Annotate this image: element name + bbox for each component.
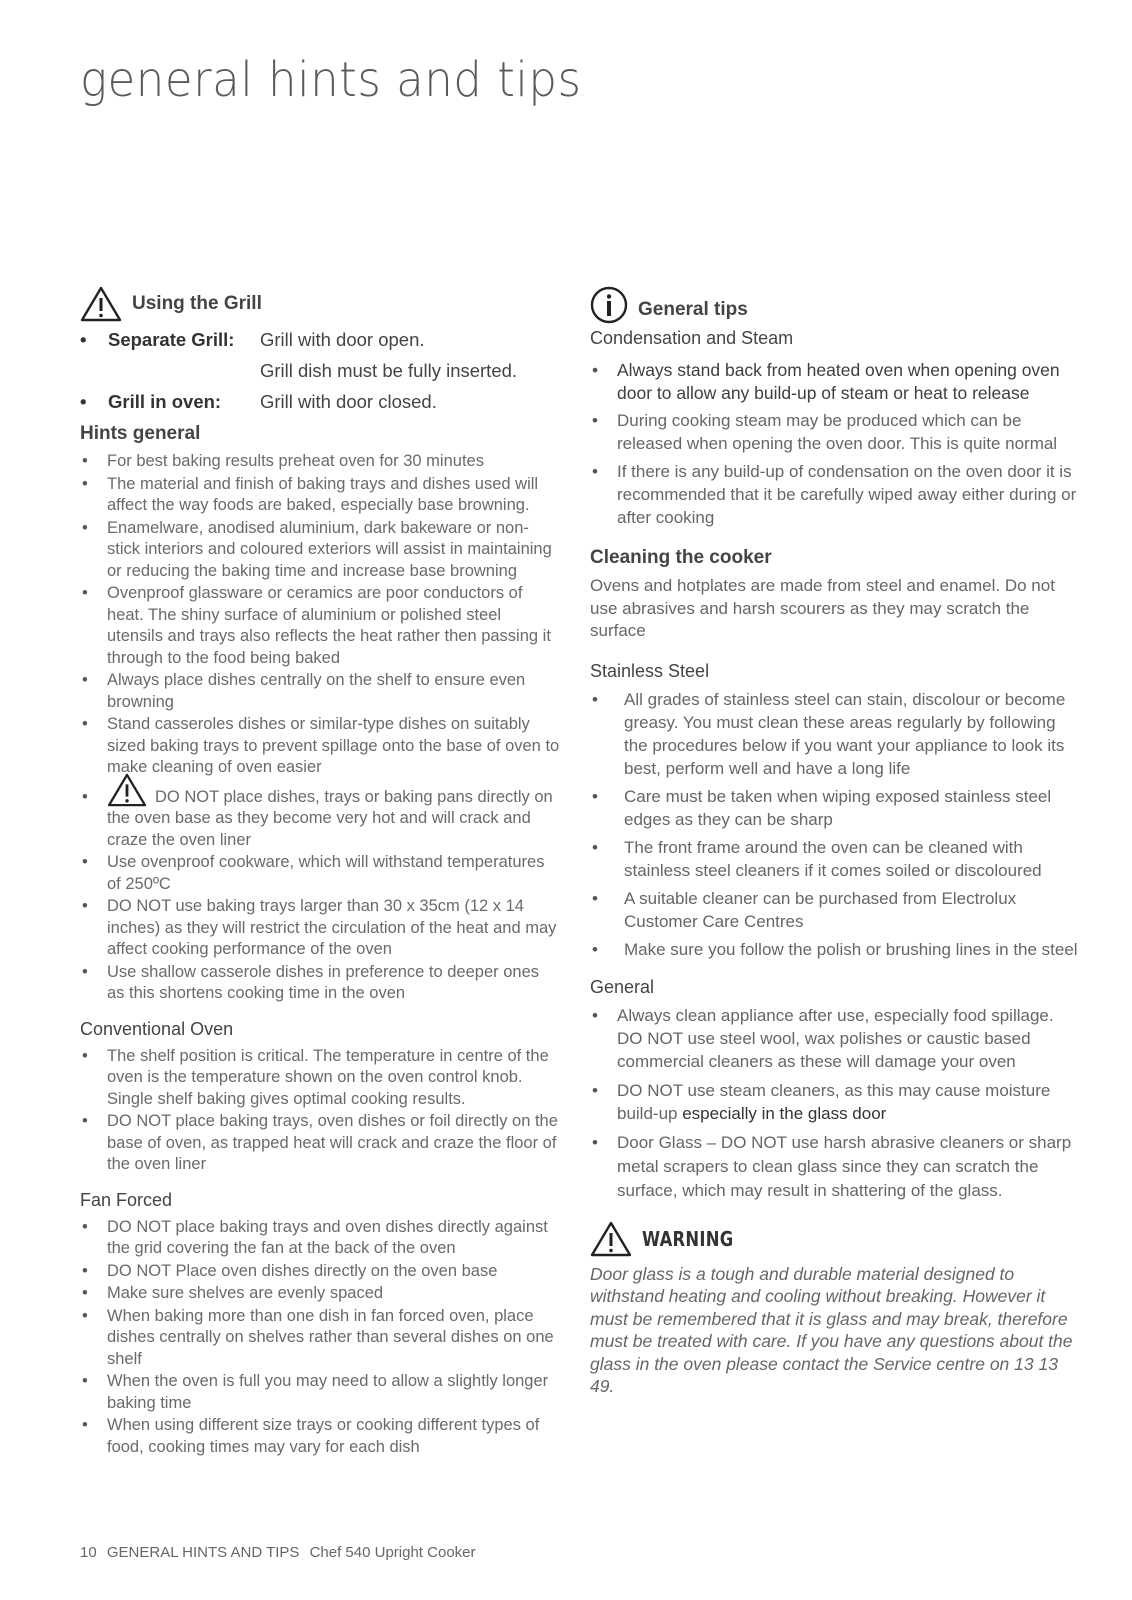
grill-row xyxy=(80,355,560,386)
list-item: • During cooking steam may be produced which can be released when opening the oven door. This is quite normal xyxy=(590,409,1080,455)
stainless-steel-list xyxy=(590,688,1080,961)
grill-label xyxy=(108,355,260,386)
bullet: • xyxy=(80,329,87,350)
list-item: • The front frame around the oven can be cleaned with stainless steel cleaners if it comes soiled or discoloured xyxy=(590,836,1080,882)
list-item: • Make sure shelves are evenly spaced xyxy=(80,1283,560,1305)
grill-label: Separate Grill: xyxy=(108,329,235,350)
hints-list xyxy=(80,451,560,1005)
general-heading: General xyxy=(590,976,655,997)
grill-text: Grill with door closed. xyxy=(260,391,437,412)
warning-item-text: DO NOT place dishes, trays or baking pans directly on the oven base as they become very hot and will crack and craze the oven liner xyxy=(107,787,553,849)
info-icon xyxy=(590,286,628,324)
list-item: • DO NOT use baking trays larger than 30 x 35cm (12 x 14 inches) as they will restrict the circulation of the heat and may affect cooking performance of the oven xyxy=(80,896,560,961)
list-item: • Always stand back from heated oven when opening oven door to allow any build-up of steam or heat to release xyxy=(590,359,1080,404)
warning-triangle-icon xyxy=(80,286,122,322)
list-item: • When the oven is full you may need to allow a slightly longer baking time xyxy=(80,1371,560,1414)
left-column xyxy=(80,286,560,1459)
stainless-steel-heading: Stainless Steel xyxy=(590,660,710,681)
list-item: • All grades of stainless steel can stain, discolour or become greasy. You must clean these areas regularly by following the procedures below if you want your appliance to look its best, perform well and have a long life xyxy=(590,688,1080,780)
footer-section: GENERAL HINTS AND TIPS xyxy=(106,1544,300,1561)
general-list xyxy=(590,1004,1080,1203)
warning-heading-row xyxy=(590,1221,1080,1257)
list-item: • If there is any build-up of condensation on the oven door it is recommended that it be carefully wiped away either during or after cooking xyxy=(590,460,1080,529)
list-item: • Enamelware, anodised aluminium, dark bakeware or non-stick interiors and coloured exteriors will assist in maintaining or reducing the baking time and increase base browning xyxy=(80,518,560,583)
warning-triangle-icon xyxy=(590,1221,632,1257)
list-item-text: DO NOT use steam cleaners, as this may cause moisture build-up xyxy=(617,1080,1051,1123)
list-item: • Door Glass – DO NOT use harsh abrasive cleaners or sharp metal scrapers to clean glass since they can scratch the surface, which may result in shattering of the glass. xyxy=(590,1131,1080,1203)
page-footer xyxy=(80,1544,482,1561)
list-item: • When baking more than one dish in fan forced oven, place dishes centrally on shelves rather than several dishes on one shelf xyxy=(80,1306,560,1371)
warning-heading: WARNING xyxy=(642,1226,734,1251)
conventional-oven-list xyxy=(80,1046,560,1176)
cleaning-heading: Cleaning the cooker xyxy=(590,547,772,568)
general-tips-heading: General tips xyxy=(638,299,748,320)
grill-heading: Using the Grill xyxy=(132,293,262,314)
list-item: • Use ovenproof cookware, which will withstand temperatures of 250ºC xyxy=(80,852,560,895)
list-item: • Always clean appliance after use, especially food spillage. DO NOT use steel wool, wax polishes or caustic based commercial cleaners as these will damage your oven xyxy=(590,1004,1080,1073)
list-item: • Stand casseroles dishes or similar-type dishes on suitably sized baking trays to prevent spillage onto the base of oven to make cleaning of oven easier xyxy=(80,714,560,779)
bullet: • xyxy=(80,391,87,412)
list-item: • Use shallow casserole dishes in preference to deeper ones as this shortens cooking time in the oven xyxy=(80,962,560,1005)
list-item-emphasis: especially in the glass door xyxy=(682,1103,887,1123)
warning-text: Door glass is a tough and durable material designed to withstand heating and cooling without breaking. However it must be remembered that it is glass and may break, therefore must be treated with care. If you have any questions about the glass in the oven please contact the Service centre on 13 13 49. xyxy=(590,1263,1073,1396)
list-item: • A suitable cleaner can be purchased from Electrolux Customer Care Centres xyxy=(590,887,1080,933)
bullet xyxy=(80,355,108,386)
fan-forced-list xyxy=(80,1217,560,1459)
grill-row xyxy=(80,324,560,355)
list-item: • DO NOT place baking trays, oven dishes or foil directly on the base of oven, as trapped heat will crack and craze the floor of the oven liner xyxy=(80,1111,560,1176)
fan-forced-heading: Fan Forced xyxy=(80,1189,173,1210)
hints-general-heading: Hints general xyxy=(80,423,201,444)
list-item: • Ovenproof glassware or ceramics are poor conductors of heat. The shiny surface of aluminium or polished steel utensils and trays also reflects the heat rather then passing it through to the food being baked xyxy=(80,583,560,669)
grill-row xyxy=(80,386,560,417)
cleaning-text: Ovens and hotplates are made from steel and enamel. Do not use abrasives and harsh scourers as they may scratch the surface xyxy=(590,576,1055,640)
page-title: general hints and tips xyxy=(80,52,582,108)
list-item: • DO NOT Place oven dishes directly on the oven base xyxy=(80,1261,560,1283)
right-column xyxy=(590,286,1080,1398)
grill-text: Grill dish must be fully inserted. xyxy=(260,360,518,381)
list-item: • For best baking results preheat oven for 30 minutes xyxy=(80,451,560,473)
list-item xyxy=(590,1079,1080,1125)
list-item: • Make sure you follow the polish or brushing lines in the steel xyxy=(590,938,1080,961)
footer-product: Chef 540 Upright Cooker xyxy=(309,1544,476,1561)
grill-label: Grill in oven: xyxy=(108,391,222,412)
grill-text: Grill with door open. xyxy=(260,329,425,350)
list-item: • The material and finish of baking trays and dishes used will affect the way foods are baked, especially base browning. xyxy=(80,474,560,517)
condensation-heading: Condensation and Steam xyxy=(590,328,794,348)
page-number: 10 xyxy=(80,1544,97,1561)
list-item: • When using different size trays or cooking different types of food, cooking times may vary for each dish xyxy=(80,1415,560,1458)
list-item: • The shelf position is critical. The temperature in centre of the oven is the temperature shown on the oven control knob. Single shelf baking gives optimal cooking results. xyxy=(80,1046,560,1111)
list-item-warning xyxy=(80,787,560,852)
condensation-list xyxy=(590,409,1080,529)
grill-section-heading xyxy=(80,286,560,322)
list-item: • Care must be taken when wiping exposed stainless steel edges as they can be sharp xyxy=(590,785,1080,831)
warning-triangle-icon xyxy=(107,773,147,807)
list-item: • DO NOT place baking trays and oven dishes directly against the grid covering the fan at the back of the oven xyxy=(80,1217,560,1260)
list-item: • Always place dishes centrally on the shelf to ensure even browning xyxy=(80,670,560,713)
conventional-oven-heading: Conventional Oven xyxy=(80,1018,234,1039)
general-tips-heading-row xyxy=(590,286,1080,324)
grill-rows xyxy=(80,324,560,417)
condensation-list-primary xyxy=(590,359,1080,404)
